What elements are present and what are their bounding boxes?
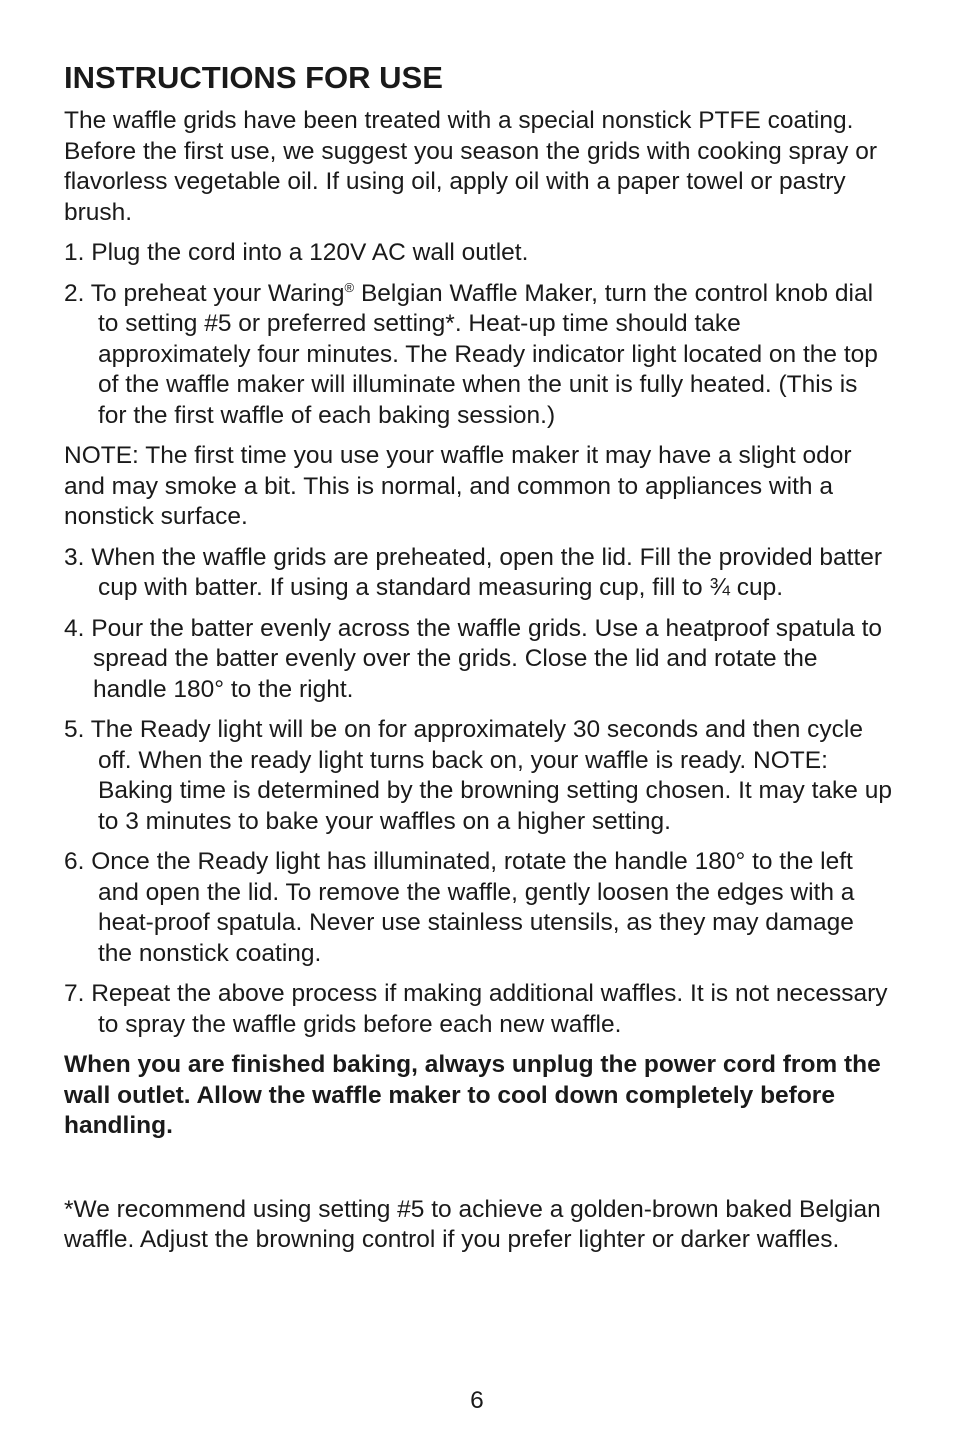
- footnote: *We recommend using setting #5 to achieve a golden-brown baked Belgian waffle. Adjust the browning control if you prefer lighter or darker waffles.: [64, 1195, 881, 1253]
- safety-warning: When you are finished baking, always unplug the power cord from the wall outlet. Allow the waffle maker to cool down completely before handling.: [64, 1051, 881, 1139]
- section-spacer: [64, 1152, 892, 1195]
- registered-mark: ®: [344, 279, 355, 295]
- step-7: 7. Repeat the above process if making additional waffles. It is not necessary to spray the waffle grids before each new waffle.: [64, 980, 888, 1038]
- step-1: 1. Plug the cord into a 120V AC wall outlet.: [64, 239, 529, 266]
- instructions-page: [64, 58, 892, 1266]
- step-2-text-end: Belgian Waffle Maker, turn the control knob dial to setting #5 or preferred setting*. Heat-up time should take approximately four minutes. The Ready indicator light located on the top of the waffle maker will illuminate when the unit is fully heated. (This is for the first waffle of each baking session.): [98, 279, 878, 429]
- note-paragraph: NOTE: The first time you use your waffle maker it may have a slight odor and may smoke a bit. This is normal, and common to appliances with a nonstick surface.: [64, 442, 852, 530]
- step-4: 4. Pour the batter evenly across the waffle grids. Use a heatproof spatula to spread the batter evenly over the grids. Close the lid and rotate the handle 180° to the right.: [64, 614, 883, 703]
- step-2: [64, 279, 892, 432]
- step-2-text-start: 2. To preheat your Waring: [64, 279, 345, 307]
- step-6: 6. Once the Ready light has illuminated, rotate the handle 180° to the left and open the lid. To remove the waffle, gently loosen the edges with a heat-proof spatula. Never use stainless utensils, as they may damage the nonstick coating.: [64, 848, 855, 967]
- intro-paragraph: The waffle grids have been treated with a special nonstick PTFE coating. Before the first use, we suggest you season the grids with cooking spray or flavorless vegetable oil. If using oil, apply oil with a paper towel or pastry brush.: [64, 107, 878, 226]
- page-number: 6: [470, 1387, 484, 1414]
- step-5: 5. The Ready light will be on for approximately 30 seconds and then cycle off. When the ready light turns back on, your waffle is ready. NOTE: Baking time is determined by the browning setting chosen. It may take up to 3 minutes to bake your waffles on a higher setting.: [64, 716, 892, 835]
- page-title: INSTRUCTIONS FOR USE: [64, 60, 443, 95]
- step-3: 3. When the waffle grids are preheated, open the lid. Fill the provided batter cup with batter. If using a standard measuring cup, fill to ¾ cup.: [64, 543, 883, 601]
